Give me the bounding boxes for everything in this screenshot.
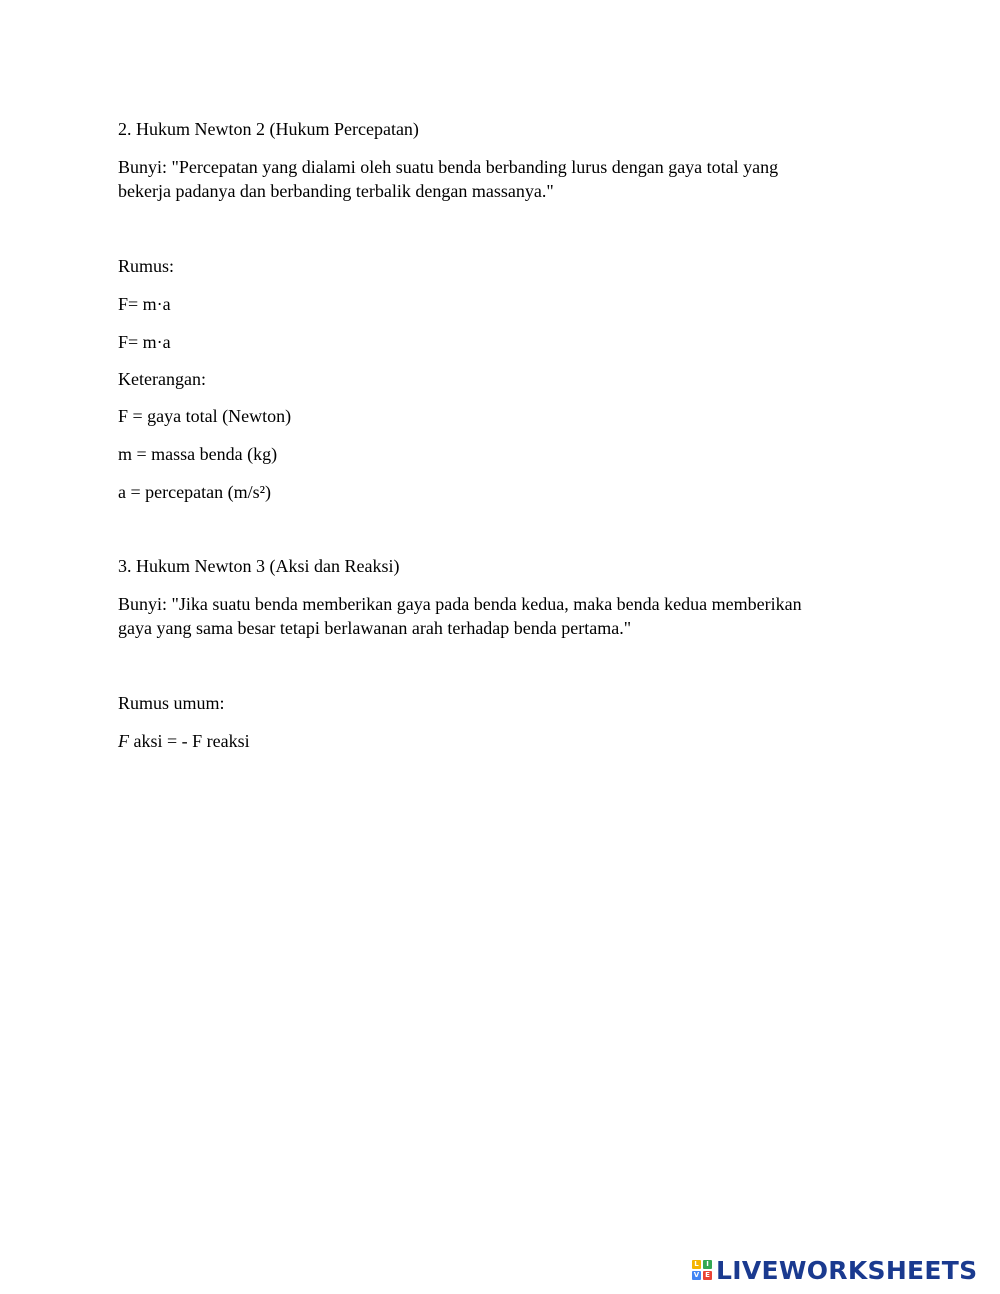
formula-label: Rumus umum: [118,693,225,713]
legend-item: F = gaya total (Newton) [118,406,292,426]
legend-label: Keterangan: [118,369,206,389]
formula-line: F= m·a [118,332,171,352]
section-3-heading: 3. Hukum Newton 3 (Aksi dan Reaksi) [118,556,400,576]
statement-line: gaya yang sama besar tetapi berlawanan arah terhadap benda pertama." [118,618,632,638]
statement-line: bekerja padanya dan berbanding terbalik dengan massanya." [118,181,554,201]
logo-mark-cell: E [703,1271,712,1280]
formula-rest: aksi = - F reaksi [129,731,250,751]
section-2-heading: 2. Hukum Newton 2 (Hukum Percepatan) [118,119,419,139]
liveworksheets-logo [692,1255,977,1285]
section-2-statement [118,155,878,203]
statement-line: Bunyi: "Jika suatu benda memberikan gaya pada benda kedua, maka benda kedua memberikan [118,594,802,614]
legend-item: m = massa benda (kg) [118,444,278,464]
formula-line: F= m·a [118,294,171,314]
legend-item: a = percepatan (m/s²) [118,482,271,502]
formula-label: Rumus: [118,256,175,276]
logo-text: LIVEWORKSHEETS [716,1255,978,1285]
statement-line: Bunyi: "Percepatan yang dialami oleh suatu benda berbanding lurus dengan gaya total yang [118,157,779,177]
worksheet-page [118,0,878,1294]
section-3-statement [118,592,878,640]
formula-symbol: F [118,731,129,751]
logo-mark-cell: L [692,1260,701,1269]
formula-line [118,729,250,753]
logo-mark-icon [692,1260,712,1280]
logo-mark-cell: V [693,1271,700,1279]
logo-mark-cell: I [703,1260,712,1269]
